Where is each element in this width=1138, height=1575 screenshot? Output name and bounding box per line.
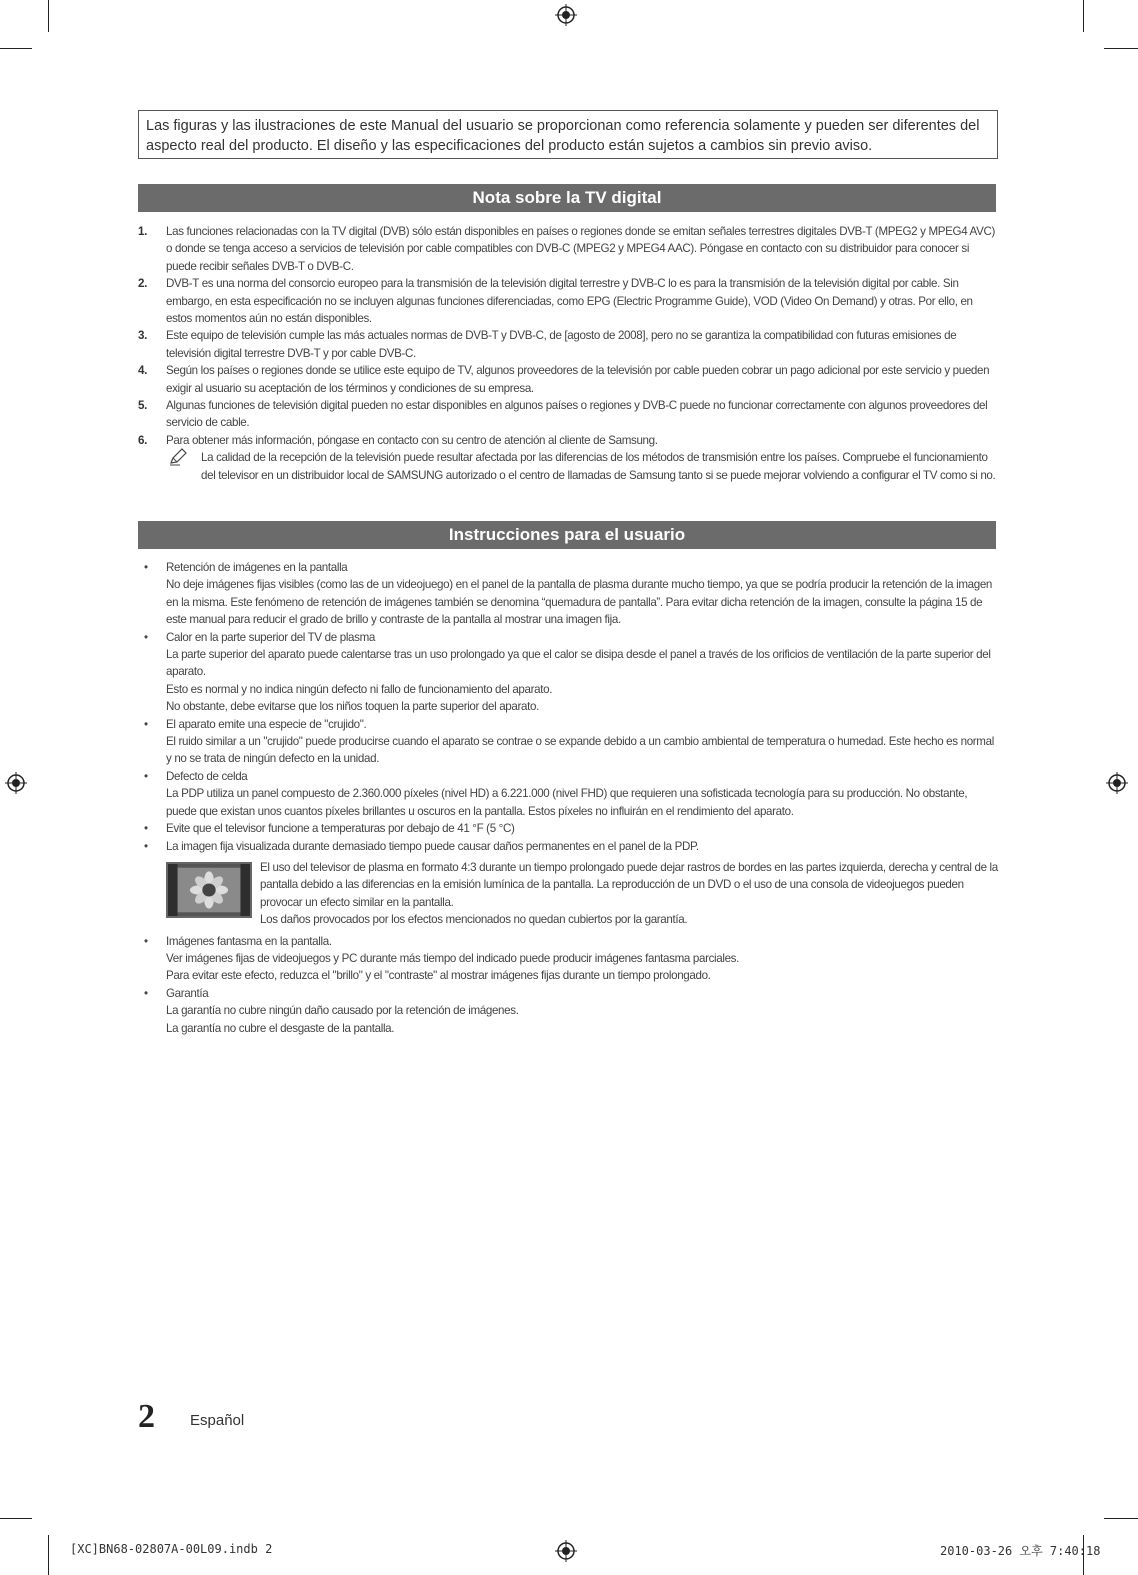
note-pencil-icon — [168, 447, 188, 467]
bullet-text: Ver imágenes fijas de videojuegos y PC durante más tiempo del indicado puede producir imágenes fantasma parciales. — [166, 951, 739, 965]
page-number: 2 — [138, 1398, 155, 1435]
note-item — [138, 449, 998, 484]
print-slug-file: [XC]BN68-02807A-00L09.indb 2 — [70, 1542, 273, 1556]
bullet-heading: Defecto de celda — [166, 769, 248, 783]
list-item — [138, 275, 998, 327]
item-text: Según los países o regiones donde se utilice este equipo de TV, algunos proveedores de la televisión por cable pueden cobrar un pago adicional por este servicio y pueden exigir al usuario su aceptación de los términos y condiciones de su empresa. — [166, 364, 990, 395]
user-instructions-list — [138, 559, 998, 1037]
list-item — [138, 223, 998, 275]
crop-mark — [48, 0, 49, 32]
bullet-item: • Calor en la parte superior del TV de plasma La parte superior del aparato puede calentarse tras un uso prolongado ya que el calor se disipa desde el panel a través de los orificios de ventilación de la parte superior del aparato. Esto es normal y no indica ningún defecto ni fallo de funcionamiento del aparato. No obstante, debe evitarse que los niños toquen la parte superior del aparato. — [138, 629, 998, 716]
crop-mark — [1104, 48, 1138, 49]
list-item — [138, 397, 998, 432]
crop-mark — [0, 48, 32, 49]
page-language: Español — [190, 1412, 245, 1429]
crop-mark — [1104, 1518, 1138, 1519]
item-text: Este equipo de televisión cumple las más actuales normas de DVB-T y DVB-C, de [agosto de 2008], pero no se garantiza la compatibilidad con futuras emisiones de televisión digital terrestre DVB-T y por cable DVB-C. — [166, 329, 957, 360]
crop-mark — [1083, 0, 1084, 32]
item-number: 5. — [138, 399, 147, 413]
bullet-item: • La imagen fija visualizada durante demasiado tiempo puede causar daños permanentes en el panel de la PDP. — [138, 838, 998, 855]
bullet-item: • El aparato emite una especie de "crujido". El ruido similar a un "crujido" puede producirse cuando el aparato se contrae o se expande debido a un cambio ambiental de temperatura o humedad. Este hecho es normal y no se trata de ningún defecto en la unidad. — [138, 716, 998, 768]
pdp-text: El uso del televisor de plasma en formato 4:3 durante un tiempo prolongado puede dejar rastros de bordes en las partes izquierda, derecha y central de la pantalla debido a las diferencias en la emisión lumínica de la pantalla. La reproducción de un DVD o el uso de una consola de videojuegos pueden provocar un efecto similar en la pantalla. — [260, 860, 998, 909]
item-number: 3. — [138, 329, 147, 343]
pdp-text: Los daños provocados por los efectos mencionados no quedan cubiertos por la garantía. — [260, 913, 688, 927]
bullet-item: • Evite que el televisor funcione a temperaturas por debajo de 41 °F (5 °C) — [138, 820, 998, 837]
bullet-text: No deje imágenes fijas visibles (como las de un videojuego) en el panel de la pantalla de plasma durante mucho tiempo, ya que se podría producir la retención de la imagen en la misma. Este fenómeno de retención de imágenes también se denomina “quemadura de pantalla”. Para evitar dicha retención de la imagen, consulte la página 15 de este manual para reducir el grado de brillo y contraste de la pantalla al mostrar una imagen fija. — [166, 578, 993, 627]
bullet-heading: Evite que el televisor funcione a temperaturas por debajo de 41 °F (5 °C) — [166, 822, 515, 836]
disclaimer-box: Las figuras y las ilustraciones de este Manual del usuario se proporcionan como referencia solamente y pueden ser diferentes del aspecto real del producto. El diseño y las especificaciones del producto están sujetos a cambios sin previo aviso. — [138, 110, 998, 159]
crop-mark — [0, 1518, 32, 1519]
bullet-item: • Garantía La garantía no cubre ningún daño causado por la retención de imágenes. La garantía no cubre el desgaste de la pantalla. — [138, 985, 998, 1037]
section-heading-digital-tv: Nota sobre la TV digital — [138, 184, 996, 212]
bullet-text: Esto es normal y no indica ningún defecto ni fallo de funcionamiento del aparato. — [166, 682, 553, 696]
item-number: 4. — [138, 364, 147, 378]
list-item — [138, 432, 998, 449]
item-text: Las funciones relacionadas con la TV digital (DVB) sólo están disponibles en países o regiones donde se emitan señales terrestres digitales DVB-T (MPEG2 y MPEG4 AVC) o donde se tenga acceso a servicios de televisión por cable compatibles con DVB-C (MPEG2 y MPEG4 AAC). Póngase en contacto con su distribuidor para conocer si puede recibir señales DVB-T o DVB-C. — [166, 225, 995, 273]
note-text: La calidad de la recepción de la televisión puede resultar afectada por las diferencias de los métodos de transmisión entre los países. Compruebe el funcionamiento del televisor en un distribuidor local de SAMSUNG autorizado o el centro de llamadas de Samsung tanto si se puede mejorar volviendo a configurar el TV como si no. — [201, 451, 996, 482]
item-number: 2. — [138, 277, 147, 291]
bullet-text: La garantía no cubre ningún daño causado por la retención de imágenes. — [166, 1004, 519, 1018]
bullet-heading: Imágenes fantasma en la pantalla. — [166, 934, 332, 948]
item-number: 6. — [138, 433, 147, 447]
item-text: Algunas funciones de televisión digital pueden no estar disponibles en algunos países o regiones y DVB-C puede no funcionar correctamente con algunos proveedores del servicio de cable. — [166, 399, 988, 430]
bullet-text: La parte superior del aparato puede calentarse tras un uso prolongado ya que el calor se disipa desde el panel a través de los orificios de ventilación de la parte superior del aparato. — [166, 648, 991, 679]
bullet-text: No obstante, debe evitarse que los niños toquen la parte superior del aparato. — [166, 700, 539, 714]
registration-mark-icon — [1106, 772, 1128, 794]
print-slug-date: 2010-03-26 오후 7:40:18 — [940, 1544, 1101, 1558]
list-item — [138, 362, 998, 397]
item-number: 1. — [138, 225, 147, 238]
bullet-text: Para evitar este efecto, reduzca el "brillo" y el "contraste" al mostrar imágenes fijas durante un tiempo prolongado. — [166, 969, 711, 983]
digital-tv-list — [138, 223, 998, 484]
bullet-heading: Garantía — [166, 986, 209, 1000]
bullet-heading: La imagen fija visualizada durante demasiado tiempo puede causar daños permanentes en el panel de la PDP. — [166, 839, 699, 853]
registration-mark-icon — [555, 4, 577, 26]
bullet-text: La PDP utiliza un panel compuesto de 2.360.000 píxeles (nivel HD) a 6.221.000 (nivel FHD) que requieren una sofisticada tecnología para su producción. No obstante, puede que existan unos cuantos píxeles brillantes u oscuros en la pantalla. Estos píxeles no influirán en el rendimiento del aparato. — [166, 787, 968, 818]
item-text: DVB-T es una norma del consorcio europeo para la transmisión de la televisión digital terrestre y DVB-C lo es para la transmisión de la televisión digital por cable. Sin embargo, en esta especificación no se incluyen algunas funciones diferenciadas, como EPG (Electric Programme Guide), VOD (Video On Demand) y otras. Por ello, en estos momentos aún no están disponibles. — [166, 277, 973, 326]
crop-mark — [48, 1535, 49, 1575]
pdp-warning-block — [166, 859, 998, 929]
bullet-item: • Retención de imágenes en la pantalla No deje imágenes fijas visibles (como las de un videojuego) en el panel de la pantalla de plasma durante mucho tiempo, ya que se podría producir la retención de la imagen en la misma. Este fenómeno de retención de imágenes también se denomina “quemadura de pantalla”. Para evitar dicha retención de la imagen, consulte la página 15 de este manual para reducir el grado de brillo y contraste de la pantalla al mostrar una imagen fija. — [138, 559, 998, 629]
section-heading-user-instructions: Instrucciones para el usuario — [138, 521, 996, 549]
bullet-text: La garantía no cubre el desgaste de la pantalla. — [166, 1021, 395, 1035]
bullet-heading: El aparato emite una especie de "crujido". — [166, 717, 367, 731]
registration-mark-icon — [5, 772, 27, 794]
bullet-item: • Imágenes fantasma en la pantalla. Ver imágenes fijas de videojuegos y PC durante más tiempo del indicado puede producir imágenes fantasma parciales. Para evitar este efecto, reduzca el "brillo" y el "contraste" al mostrar imágenes fijas durante un tiempo prolongado. — [138, 933, 998, 985]
item-text: Para obtener más información, póngase en contacto con su centro de atención al cliente de Samsung. — [166, 433, 658, 447]
list-item — [138, 327, 998, 362]
sunflower-tv-image — [166, 862, 252, 918]
bullet-heading: Retención de imágenes en la pantalla — [166, 561, 348, 574]
bullet-text: El ruido similar a un "crujido" puede producirse cuando el aparato se contrae o se expande debido a un cambio ambiental de temperatura o humedad. Este hecho es normal y no se trata de ningún defecto en la unidad. — [166, 735, 994, 766]
bullet-heading: Calor en la parte superior del TV de plasma — [166, 630, 376, 644]
registration-mark-icon — [555, 1540, 577, 1562]
bullet-item: • Defecto de celda La PDP utiliza un panel compuesto de 2.360.000 píxeles (nivel HD) a 6.221.000 (nivel FHD) que requieren una sofisticada tecnología para su producción. No obstante, puede que existan unos cuantos píxeles brillantes u oscuros en la pantalla. Estos píxeles no influirán en el rendimiento del aparato. — [138, 768, 998, 820]
